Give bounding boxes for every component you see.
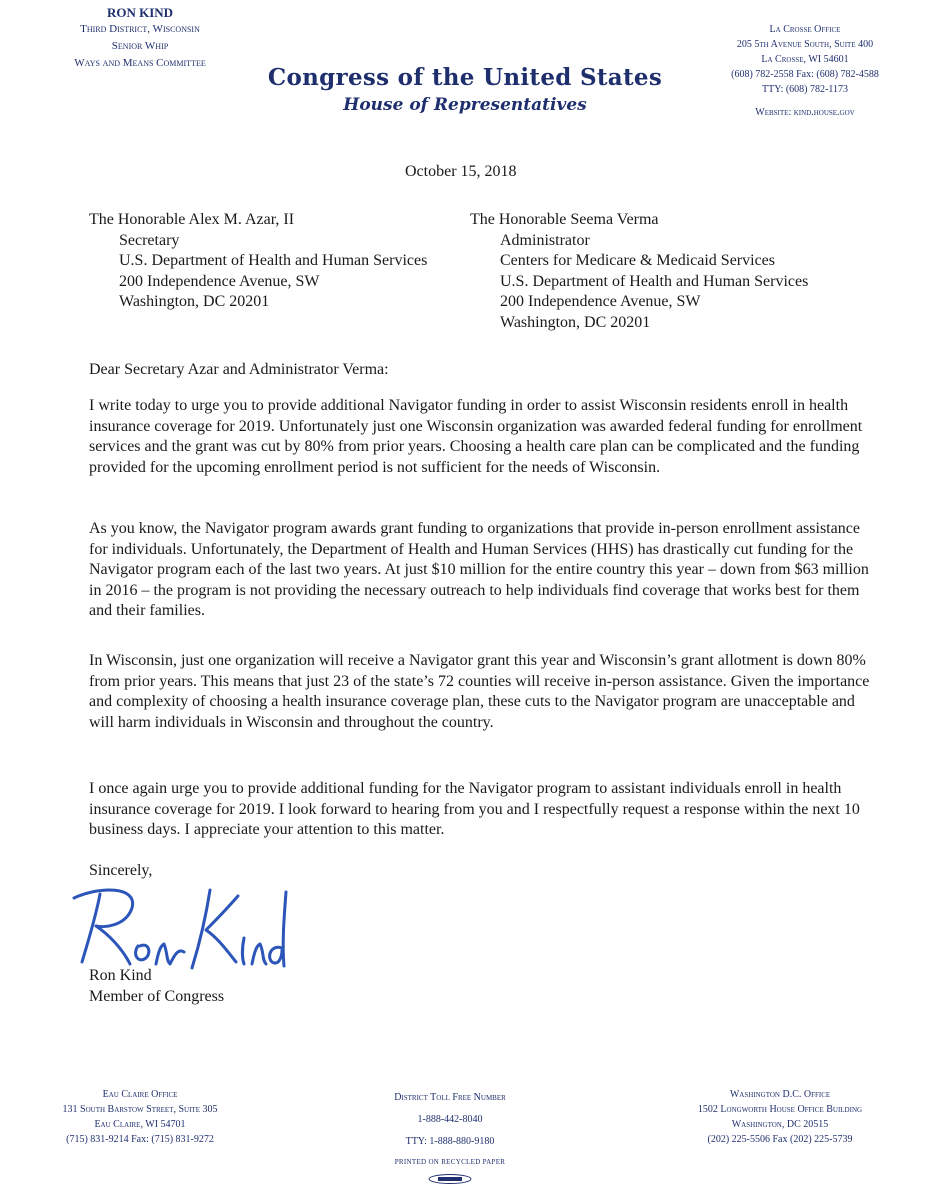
closing: Sincerely,	[89, 862, 153, 879]
footer-office-street: 1502 Longworth House Office Building	[697, 1104, 863, 1115]
letterhead-title-block	[250, 64, 680, 115]
body-paragraph-1: I write today to urge you to provide additional Navigator funding in order to assist Wisconsin residents enroll in health insurance coverage for 2019. Unfortunately just one Wisconsin organization was awarded federal funding for enrollment services and the grant was cut by 80% from prior years. Choosing a health care plan can be complicated and the funding provided for the upcoming enrollment period is not sufficient for the needs of Wisconsin.	[89, 397, 863, 476]
signer-title: Member of Congress	[89, 987, 225, 1005]
address-line: Washington, DC 20201	[119, 293, 270, 310]
member-committee: Ways and Means Committee	[74, 57, 206, 69]
body-paragraph-2: As you know, the Navigator program awards grant funding to organizations that provide in-person enrollment assistance for individuals. Unfortunately, the Department of Health and Human Services (HHS) has drastically cut funding for the Navigator program each of the last two years. At just $10 million for the entire country this year – down from $63 million in 2016 – the program is not providing the necessary outreach to help individuals find coverage that works best for them and their families.	[89, 520, 869, 619]
address-line: Secretary	[119, 231, 180, 249]
letter-date: October 15, 2018	[405, 163, 517, 180]
office-website: Website: kind.house.gov	[755, 107, 855, 118]
office-tty: TTY: (608) 782-1173	[762, 84, 848, 95]
office-street: 205 5th Avenue South, Suite 400	[736, 39, 874, 50]
salutation: Dear Secretary Azar and Administrator Verma:	[89, 361, 389, 378]
signer-name: Ron Kind	[89, 967, 152, 984]
letterhead-member-block	[40, 4, 240, 72]
footer-office-phone-fax: (202) 225-5506 Fax (202) 225-5739	[707, 1134, 853, 1145]
office-name: La Crosse Office	[769, 24, 841, 35]
member-district: Third District, Wisconsin	[80, 23, 200, 35]
footer-office-name: Eau Claire Office	[102, 1089, 178, 1100]
recipient-address-right	[470, 210, 808, 333]
footer-toll-free	[370, 1090, 530, 1190]
address-line: U.S. Department of Health and Human Services	[119, 252, 428, 269]
letterhead-office-block	[690, 22, 920, 120]
body-paragraph-4: I once again urge you to provide additional funding for the Navigator program to assistant individuals enroll in health insurance coverage for 2019. I look forward to hearing from you and I respectfully request a response within the next 10 business days. I appreciate your attention to this matter.	[89, 780, 860, 838]
office-phone-fax: (608) 782-2558 Fax: (608) 782-4588	[731, 69, 879, 80]
signer-block	[89, 966, 224, 1007]
footer-office-city: Eau Claire, WI 54701	[94, 1119, 186, 1130]
recycled-paper-notice: PRINTED ON RECYCLED PAPER	[394, 1158, 506, 1166]
footer-office-name: Washington D.C. Office	[729, 1089, 831, 1100]
letterhead-subtitle: House of Representatives	[343, 95, 587, 115]
footer-office-street: 131 South Barstow Street, Suite 305	[62, 1104, 218, 1115]
address-line: The Honorable Seema Verma	[470, 211, 659, 228]
address-line: Administrator	[500, 231, 590, 249]
letterhead-title: Congress of the United States	[267, 64, 663, 91]
address-line: The Honorable Alex M. Azar, II	[89, 211, 295, 228]
footer-office-city: Washington, DC 20515	[731, 1119, 829, 1130]
toll-free-label: District Toll Free Number	[394, 1092, 506, 1103]
address-line: U.S. Department of Health and Human Services	[500, 272, 809, 290]
member-name: RON KIND	[106, 5, 174, 20]
footer-washington-office	[660, 1087, 900, 1147]
handwritten-signature	[60, 872, 300, 972]
recipient-address-left	[89, 210, 427, 313]
address-line: Washington, DC 20201	[500, 313, 651, 331]
address-line: Centers for Medicare & Medicaid Services	[500, 252, 776, 269]
footer-office-phone-fax: (715) 831-9214 Fax: (715) 831-9272	[66, 1134, 214, 1145]
member-role: Senior Whip	[111, 40, 169, 52]
address-line: 200 Independence Avenue, SW	[500, 293, 701, 310]
union-label-icon	[427, 1173, 473, 1185]
address-line: 200 Independence Avenue, SW	[119, 272, 320, 290]
body-paragraph-3: In Wisconsin, just one organization will receive a Navigator grant this year and Wisconsin’s grant allotment is down 80% from prior years. This means that just 23 of the state’s 72 counties will receive in-person assistance. Given the importance and complexity of choosing a health insurance coverage plan, these cuts to the Navigator program are unacceptable and will harm individuals in Wisconsin and throughout the country.	[89, 652, 870, 731]
footer-eau-claire-office	[40, 1087, 240, 1147]
toll-free-phone: 1-888-442-8040	[417, 1114, 483, 1125]
office-city: La Crosse, WI 54601	[761, 54, 849, 65]
toll-free-tty: TTY: 1-888-880-9180	[405, 1136, 495, 1147]
